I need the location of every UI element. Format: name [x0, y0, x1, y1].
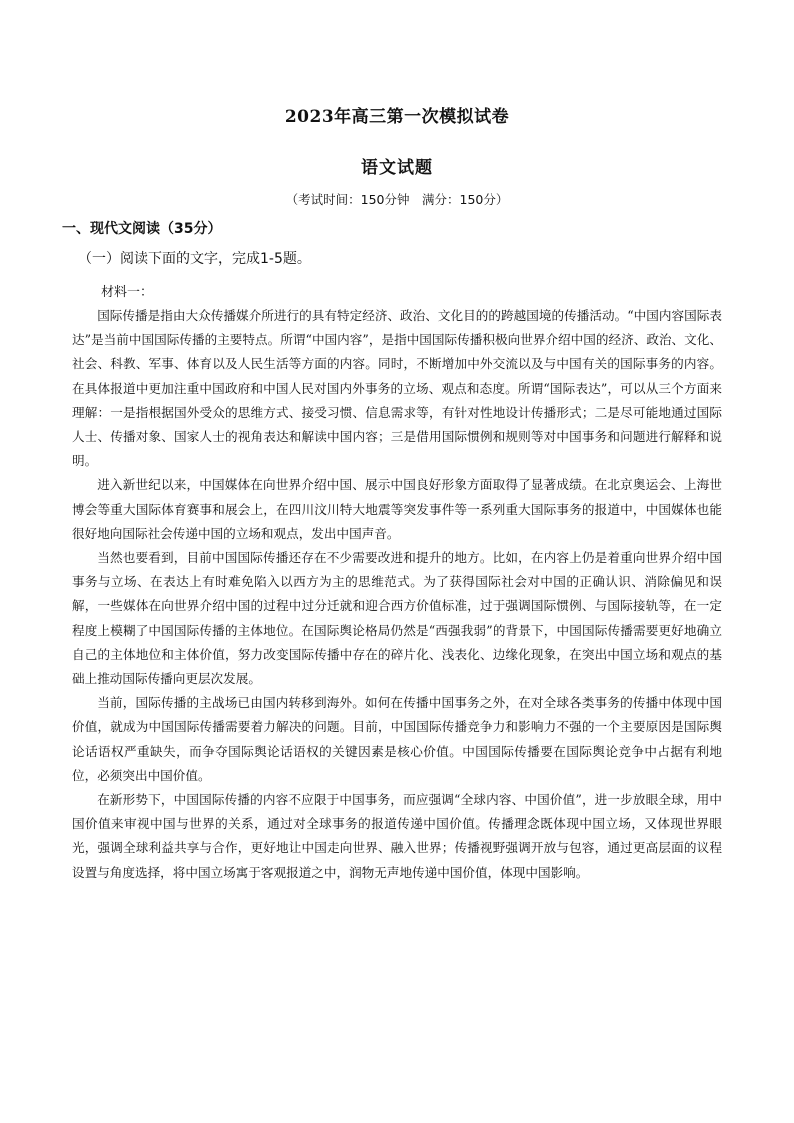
exam-title: 2023年高三第一次模拟试卷	[284, 107, 510, 127]
paragraph: 进入新世纪以来，中国媒体在向世界介绍中国、展示中国良好形象方面取得了显著成绩。在北京奥运会、上海世博会等重大国际体育赛事和展会上，在四川汶川特大地震等突发事件等一系列重大国际事务的报道中，中国媒体也能很好地向国际社会传递中国的立场和观点，发出中国声音。	[72, 477, 722, 541]
paragraph: 国际传播是指由大众传播媒介所进行的具有特定经济、政治、文化目的的跨越国境的传播活动。“中国内容国际表达”是当前中国国际传播的主要特点。所谓“中国内容”，是指中国国际传播积极向世界介绍中国的经济、政治、文化、社会、科教、军事、体育以及人民生活等方面的内容。同时，不断增加中外交流以及与中国有关的国际事务的内容。在具体报道中更加注重中国政府和中国人民对国内外事务的立场、观点和态度。所谓“国际表达”，可以从三个方面来理解：一是指根据国外受众的思维方式、接受习惯、信息需求等，有针对性地设计传播形式；二是尽可能地通过国际人士、传播对象、国家人士的视角表达和解读中国内容；三是借用国际惯例和规则等对中国事务和问题进行解释和说明。	[72, 308, 722, 469]
reading-passage	[72, 304, 722, 885]
paragraph: 在新形势下，中国国际传播的内容不应限于中国事务，而应强调“全球内容、中国价值”，进一步放眼全球，用中国价值来审视中国与世界的关系，通过对全球事务的报道传递中国价值。传播理念既体现中国立场，又体现世界眼光，强调全球利益共享与合作，更好地让中国走向世界、融入世界；传播视野强调开放与包容，通过更高层面的议程设置与角度选择，将中国立场寓于客观报道之中，润物无声地传递中国价值，体现中国影响。	[72, 792, 722, 880]
question-instruction: （一）阅读下面的文字，完成1-5题。	[78, 251, 311, 267]
material-label: 材料一：	[101, 285, 154, 300]
exam-info: （考试时间：150分钟 满分：150分）	[285, 192, 509, 207]
subject-title: 语文试题	[361, 158, 433, 178]
paragraph: 当前，国际传播的主战场已由国内转移到海外。如何在传播中国事务之外，在对全球各类事务的传播中体现中国价值，就成为中国国际传播需要着力解决的问题。目前，中国国际传播竞争力和影响力不强的一个主要原因是国际舆论话语权严重缺失，而争夺国际舆论话语权的关键因素是核心价值。中国国际传播要在国际舆论竞争中占据有利地位，必须突出中国价值。	[72, 695, 722, 783]
paragraph: 当然也要看到，目前中国国际传播还存在不少需要改进和提升的地方。比如，在内容上仍是着重向世界介绍中国事务与立场、在表达上有时难免陷入以西方为主的思维范式。为了获得国际社会对中国的正确认识、消除偏见和误解，一些媒体在向世界介绍中国的过程中过分迁就和迎合西方价值标准，过于强调国际惯例、与国际接轨等，在一定程度上模糊了中国国际传播的主体地位。在国际舆论格局仍然是“西强我弱”的背景下，中国国际传播需要更好地确立自己的主体地位和主体价值，努力改变国际传播中存在的碎片化、浅表化、边缘化现象，在突出中国立场和观点的基础上推动国际传播向更层次发展。	[72, 550, 722, 687]
section-heading: 一、现代文阅读（35分）	[62, 221, 222, 237]
